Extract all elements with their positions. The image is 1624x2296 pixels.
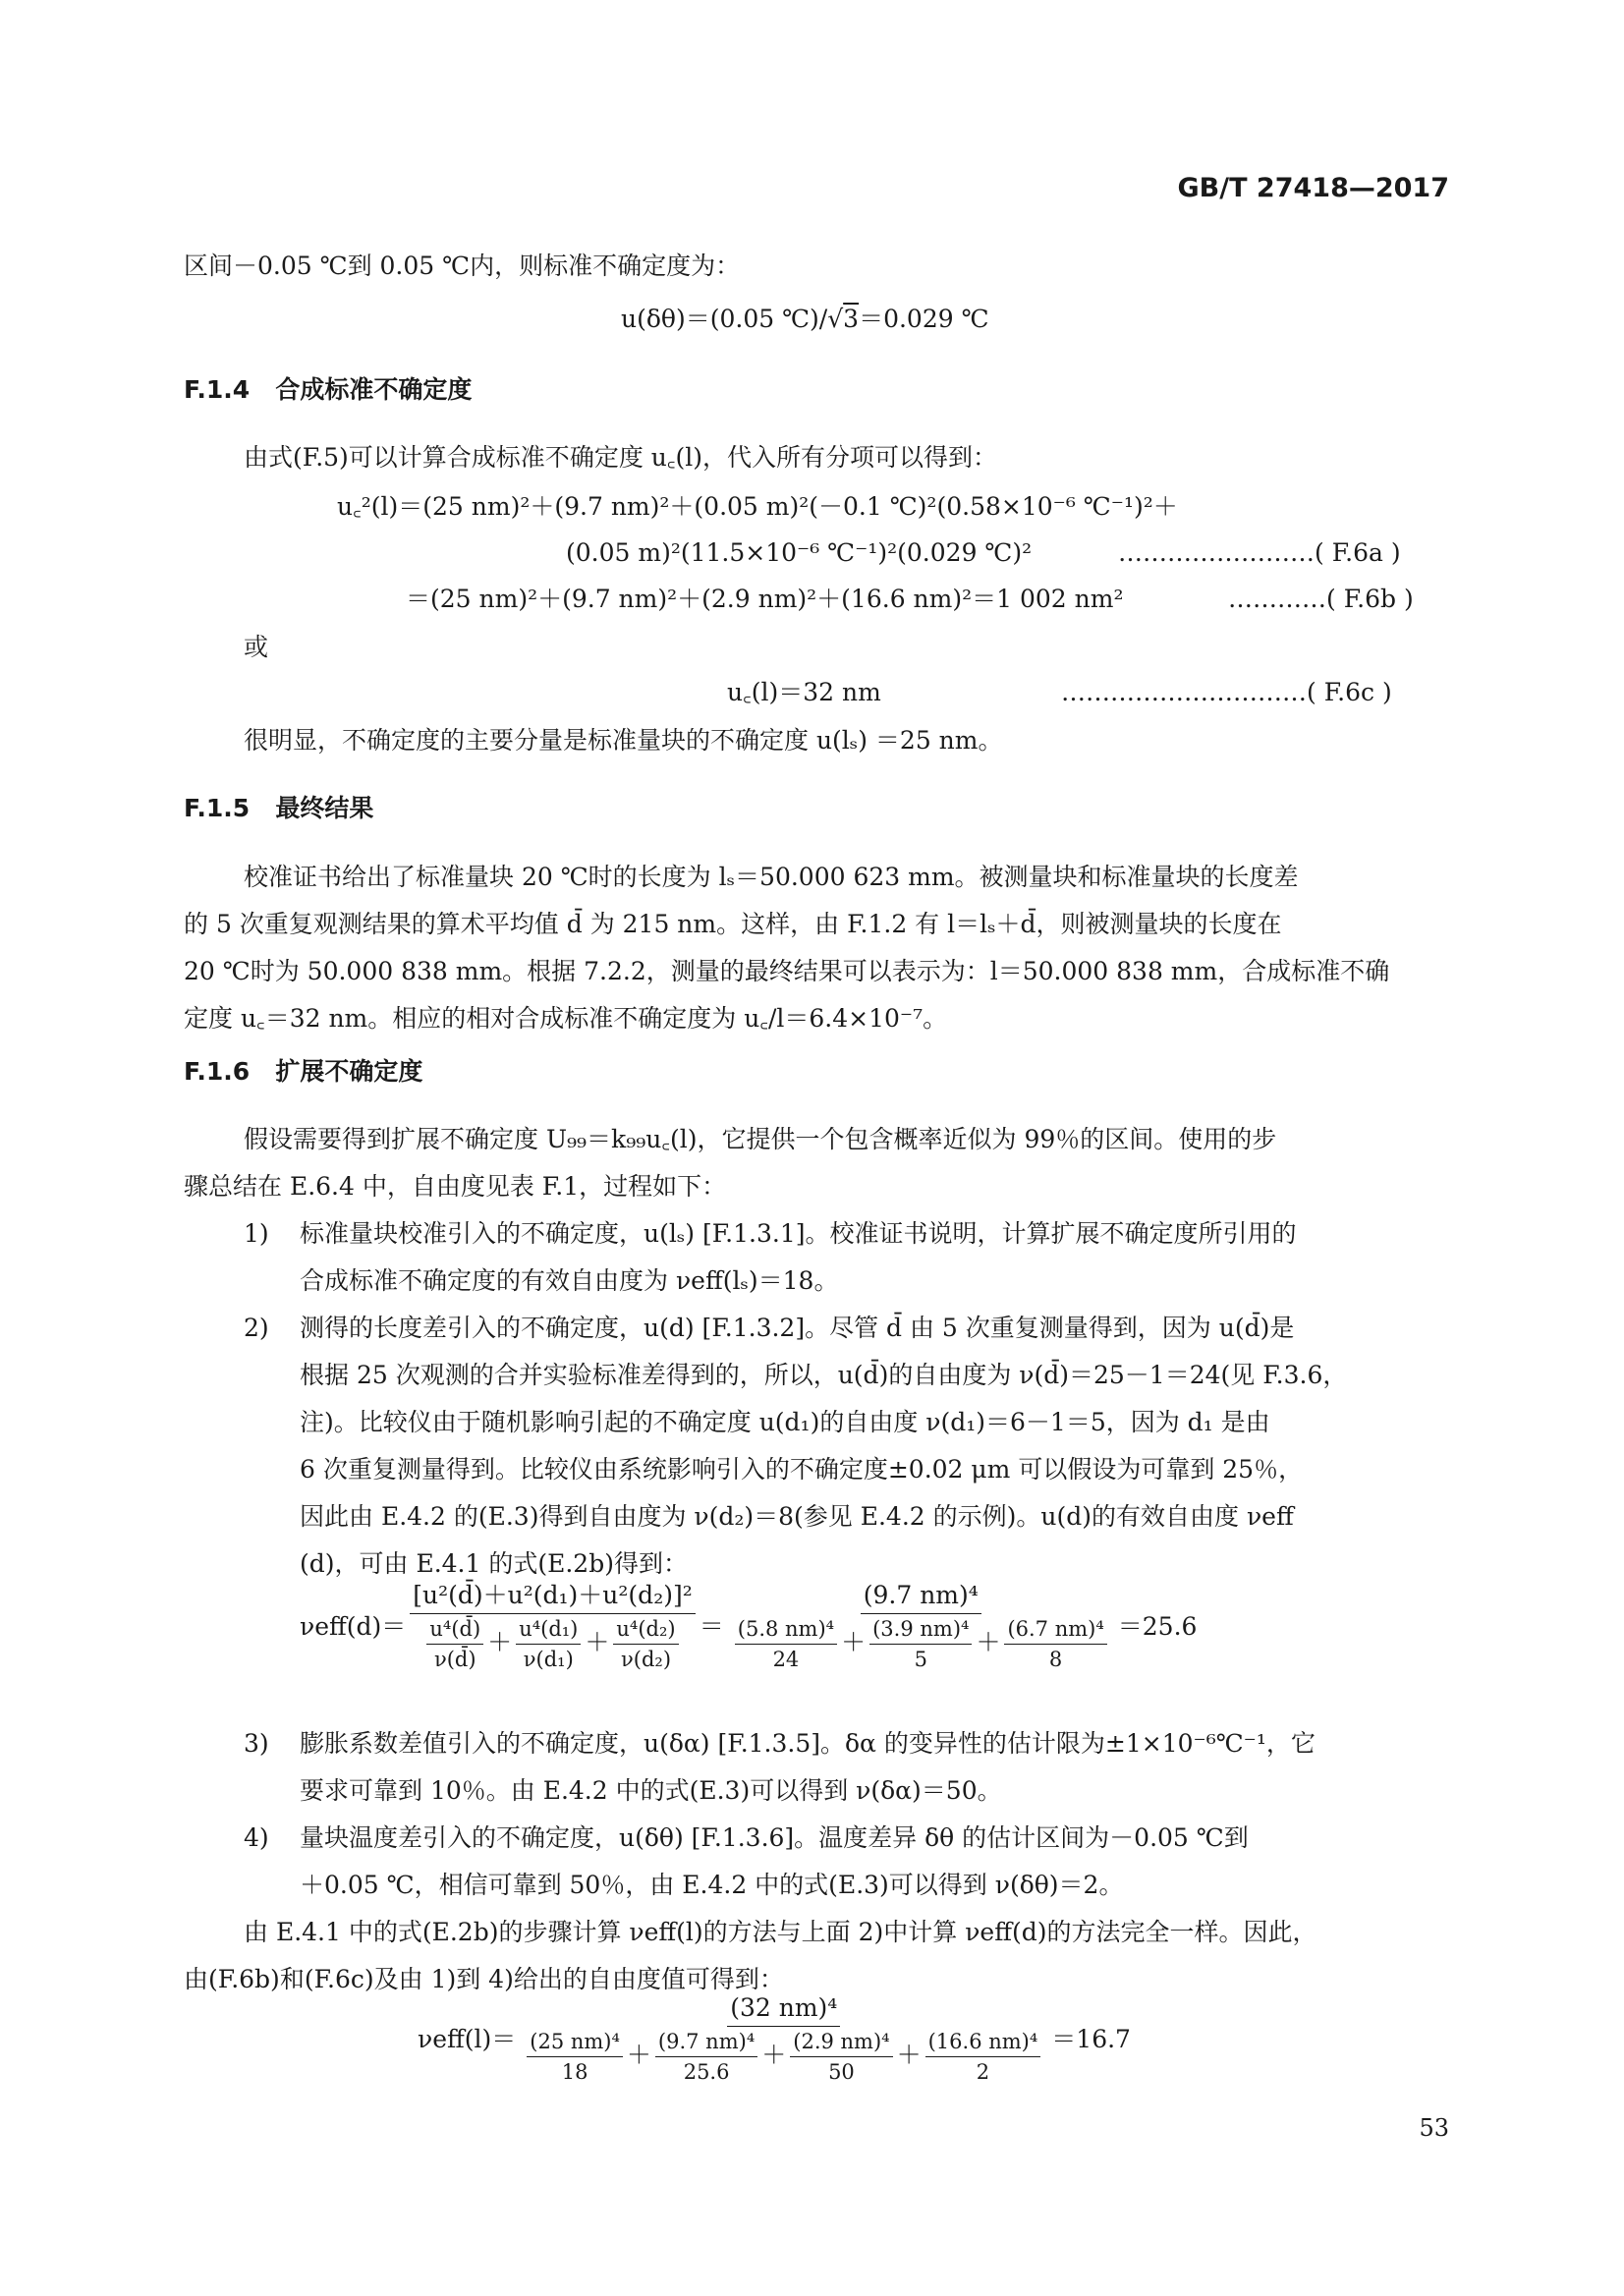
plus-sign: ＋ (896, 2040, 922, 2069)
equals-sign: ＝ (699, 1612, 724, 1642)
denominator (420, 1614, 685, 1671)
equation-ref: ……………………( F.6a ) (1118, 538, 1401, 567)
section-number: F.1.4 (184, 375, 251, 404)
sub-denominator: ν(d₁) (523, 1647, 574, 1671)
section-title: 扩展不确定度 (275, 1057, 423, 1086)
list-item-text: 测得的长度差引入的不确定度，u(d) [F.1.3.2]。尽管 d̄ 由 5 次重复测量得到，因为 u(d̄)是 (300, 1314, 1295, 1342)
sub-fraction (613, 1617, 678, 1671)
connector-text: 或 (244, 633, 269, 661)
list-item-text: (d)，可由 E.4.1 的式(E.2b)得到： (300, 1549, 688, 1578)
sub-numerator: (25 nm)⁴ (527, 2030, 623, 2057)
paragraph-line: 校准证书给出了标准量块 20 ℃时的长度为 lₛ＝50.000 623 mm。被测量块和标准量块的长度差 (244, 863, 1299, 891)
sub-numerator: u⁴(d₁) (516, 1617, 581, 1645)
fraction (520, 1994, 1047, 2084)
sub-denominator: 2 (976, 2059, 990, 2084)
list-item-number: 2) (244, 1314, 269, 1342)
sub-denominator: 5 (914, 1647, 927, 1671)
sub-fraction (655, 2030, 757, 2084)
sub-denominator: 24 (772, 1647, 800, 1671)
plus-sign: ＋ (761, 2040, 787, 2069)
equation-u-delta-theta (621, 307, 989, 331)
numerator: (9.7 nm)⁴ (861, 1582, 981, 1614)
sub-numerator: u⁴(d̄) (426, 1617, 483, 1645)
list-item-text: 因此由 E.4.2 的(E.3)得到自由度为 ν(d₂)＝8(参见 E.4.2 的示例)。u(d)的有效自由度 νeff (300, 1502, 1294, 1531)
denominator (728, 1614, 1114, 1671)
section-heading-f-1-4 (184, 377, 472, 402)
list-item-text: 注)。比较仪由于随机影响引起的不确定度 u(d₁)的自由度 ν(d₁)＝6－1＝5，因为 d₁ 是由 (300, 1408, 1270, 1436)
fraction (410, 1582, 695, 1671)
sub-denominator: 8 (1048, 1647, 1063, 1671)
paragraph-line: 定度 u꜀＝32 nm。相应的相对合成标准不确定度为 u꜀/l＝6.4×10⁻⁷。 (184, 1004, 948, 1033)
section-heading-f-1-5 (184, 796, 373, 820)
list-item-text: 膨胀系数差值引入的不确定度，u(δα) [F.1.3.5]。δα 的变异性的估计限为±1×10⁻⁶℃⁻¹，它 (300, 1729, 1316, 1758)
sub-fraction (869, 1617, 972, 1671)
list-item-text: 根据 25 次观测的合并实验标准差得到的，所以，u(d̄)的自由度为 ν(d̄)＝25－1＝24(见 F.3.6， (300, 1361, 1348, 1389)
equation-line: ＝(25 nm)²＋(9.7 nm)²＋(2.9 nm)²＋(16.6 nm)²＝1 002 nm² (406, 585, 1124, 613)
plus-sign: ＋ (841, 1627, 867, 1656)
paragraph-line: 假设需要得到扩展不确定度 U₉₉＝k₉₉u꜀(l)，它提供一个包含概率近似为 99％的区间。使用的步 (244, 1125, 1277, 1153)
plus-sign: ＋ (976, 1627, 1001, 1656)
plus-sign: ＋ (626, 2040, 651, 2069)
paragraph-line: 的 5 次重复观测结果的算术平均值 d̄ 为 215 nm。这样，由 F.1.2 有 l＝lₛ＋d̄，则被测量块的长度在 (184, 910, 1282, 938)
formula-nu-eff-d (300, 1582, 1197, 1671)
denominator (520, 2027, 1047, 2084)
plus-sign: ＋ (487, 1627, 513, 1656)
sub-fraction (925, 2030, 1041, 2084)
sub-numerator: (9.7 nm)⁴ (655, 2030, 757, 2057)
eq-rhs: ＝0.029 ℃ (859, 305, 989, 333)
formula-nu-eff-l (418, 1994, 1131, 2084)
list-item-number: 1) (244, 1219, 269, 1248)
list-item-text: 6 次重复测量得到。比较仪由系统影响引入的不确定度±0.02 μm 可以假设为可靠到 25％， (300, 1455, 1304, 1484)
equation-ref: …………( F.6b ) (1228, 585, 1414, 613)
sub-denominator: 50 (828, 2059, 855, 2084)
paragraph: 由式(F.5)可以计算合成标准不确定度 u꜀(l)，代入所有分项可以得到： (244, 443, 998, 472)
sub-fraction (790, 2030, 892, 2084)
section-title: 最终结果 (275, 794, 374, 822)
paragraph-line: 由 E.4.1 中的式(E.2b)的步骤计算 νeff(l)的方法与上面 2)中计算 νeff(d)的方法完全一样。因此， (244, 1918, 1317, 1946)
list-item-number: 4) (244, 1823, 269, 1852)
numerator: [u²(d̄)＋u²(d₁)＋u²(d₂)]² (410, 1582, 695, 1614)
intro-text: 区间－0.05 ℃到 0.05 ℃内，则标准不确定度为： (184, 252, 741, 280)
sub-numerator: (3.9 nm)⁴ (869, 1617, 972, 1645)
sub-denominator: 25.6 (683, 2059, 730, 2084)
sub-fraction (527, 2030, 623, 2084)
equation-line: u꜀(l)＝32 nm (727, 678, 881, 706)
numerator: (32 nm)⁴ (727, 1994, 840, 2027)
formula-result: ＝16.7 (1051, 2025, 1131, 2054)
sub-fraction (735, 1617, 837, 1671)
paragraph-line: 20 ℃时为 50.000 838 mm。根据 7.2.2，测量的最终结果可以表示为：l＝50.000 838 mm，合成标准不确 (184, 957, 1390, 985)
sub-numerator: (5.8 nm)⁴ (735, 1617, 837, 1645)
equation-ref: …………………………( F.6c ) (1061, 678, 1392, 706)
paragraph-line: 骤总结在 E.6.4 中，自由度见表 F.1，过程如下： (184, 1172, 727, 1201)
section-number: F.1.6 (184, 1057, 251, 1086)
eq-radicand: 3 (843, 305, 860, 333)
equation-line: (0.05 m)²(11.5×10⁻⁶ ℃⁻¹)²(0.029 ℃)² (566, 538, 1033, 567)
plus-sign: ＋ (585, 1627, 610, 1656)
eq-lhs: u(δθ)＝(0.05 ℃)/√ (621, 305, 844, 333)
formula-lhs: νeff(l)＝ (418, 2025, 517, 2054)
list-item-text: ＋0.05 ℃，相信可靠到 50％，由 E.4.2 中的式(E.3)可以得到 ν(δθ)＝2。 (300, 1871, 1124, 1899)
sub-numerator: (16.6 nm)⁴ (925, 2030, 1041, 2057)
list-item-text: 要求可靠到 10％。由 E.4.2 中的式(E.3)可以得到 ν(δα)＝50。 (300, 1776, 1002, 1805)
sub-numerator: (2.9 nm)⁴ (790, 2030, 892, 2057)
standard-number: GB/T 27418—2017 (1177, 173, 1449, 203)
formula-lhs: νeff(d)＝ (300, 1612, 407, 1642)
list-item-text: 合成标准不确定度的有效自由度为 νeff(lₛ)＝18。 (300, 1266, 839, 1295)
section-number: F.1.5 (184, 794, 251, 822)
sub-fraction (1004, 1617, 1106, 1671)
sub-fraction (516, 1617, 581, 1671)
sub-fraction (426, 1617, 483, 1671)
sub-denominator: ν(d₂) (621, 1647, 672, 1671)
paragraph: 很明显，不确定度的主要分量是标准量块的不确定度 u(lₛ) ＝25 nm。 (244, 726, 1003, 755)
sub-denominator: 18 (561, 2059, 588, 2084)
section-title: 合成标准不确定度 (275, 375, 473, 404)
sub-numerator: u⁴(d₂) (613, 1617, 678, 1645)
fraction (728, 1582, 1114, 1671)
equation-line: u꜀²(l)＝(25 nm)²＋(9.7 nm)²＋(0.05 m)²(－0.1 ℃)²(0.58×10⁻⁶ ℃⁻¹)²＋ (337, 492, 1178, 521)
sub-numerator: (6.7 nm)⁴ (1004, 1617, 1106, 1645)
list-item-text: 量块温度差引入的不确定度，u(δθ) [F.1.3.6]。温度差异 δθ 的估计区间为－0.05 ℃到 (300, 1823, 1249, 1852)
page-number: 53 (1419, 2114, 1449, 2142)
formula-result: ＝25.6 (1117, 1612, 1198, 1642)
list-item-text: 标准量块校准引入的不确定度，u(lₛ) [F.1.3.1]。校准证书说明，计算扩展不确定度所引用的 (300, 1219, 1297, 1248)
sub-denominator: ν(d̄) (433, 1647, 476, 1671)
paragraph-line: 由(F.6b)和(F.6c)及由 1)到 4)给出的自由度值可得到： (184, 1965, 784, 1993)
section-heading-f-1-6 (184, 1059, 422, 1084)
list-item-number: 3) (244, 1729, 269, 1758)
